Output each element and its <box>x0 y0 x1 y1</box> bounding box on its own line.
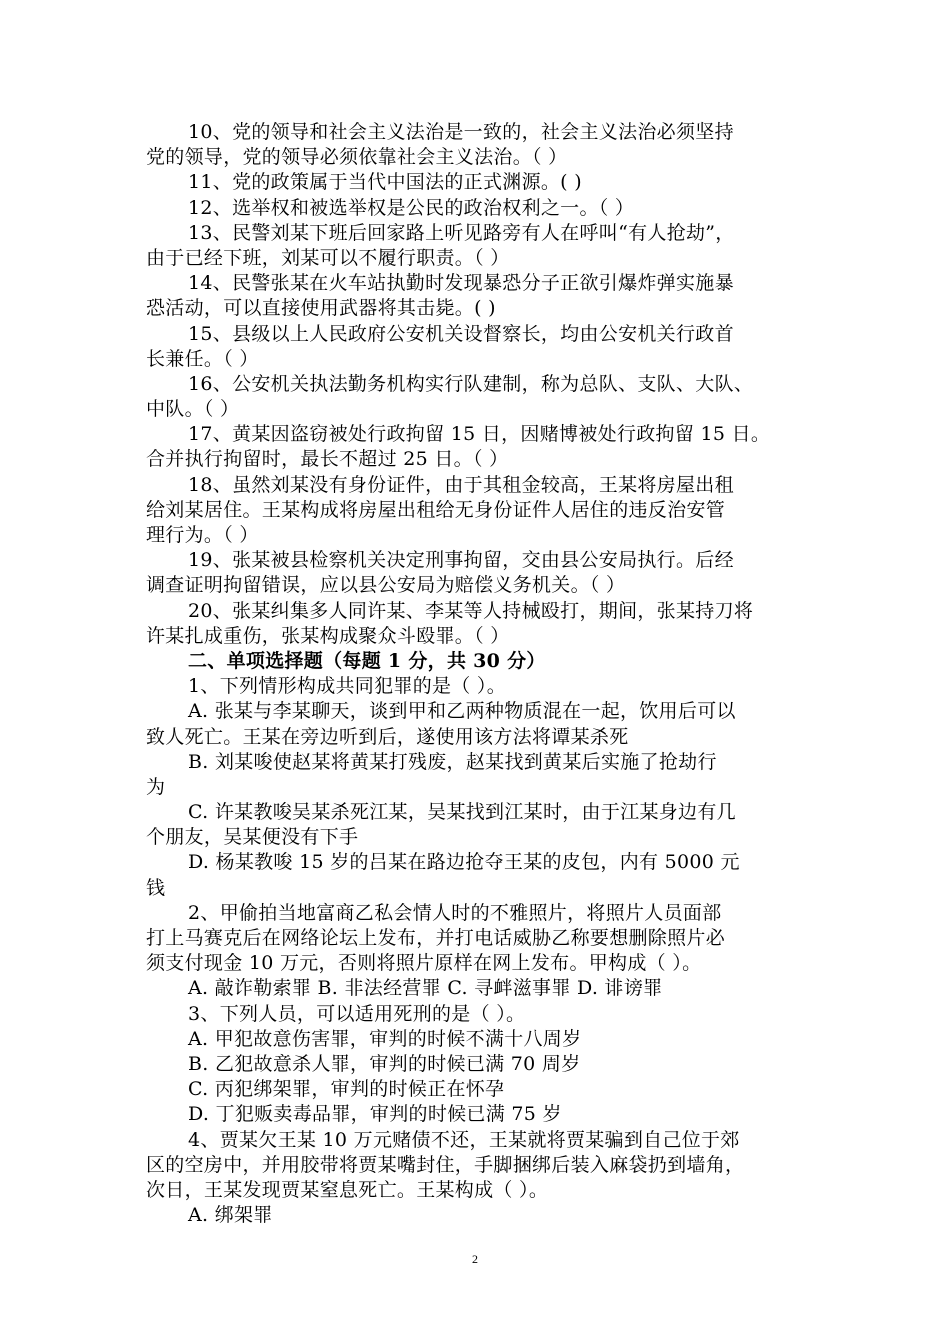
text-line: 理行为。（ ） <box>146 524 259 546</box>
section-heading: 二、单项选择题（每题 1 分，共 30 分） <box>188 649 546 672</box>
text-line: 区的空房中，并用胶带将贾某嘴封住，手脚捆绑后装入麻袋扔到墙角， <box>146 1153 745 1176</box>
text-line: B. 刘某唆使赵某将黄某打残废，赵某找到黄某后实施了抢劫行 <box>188 750 717 773</box>
text-line: D. 丁犯贩卖毒品罪，审判的时候已满 75 岁 <box>188 1103 562 1126</box>
text-line: 2、甲偷拍当地富商乙私会情人时的不雅照片，将照片人员面部 <box>188 901 722 924</box>
text-line: A. 绑架罪 <box>188 1204 273 1227</box>
text-line: D. 杨某教唆 15 岁的吕某在路边抢夺王某的皮包，内有 5000 元 <box>188 851 740 874</box>
text-line: 钱 <box>146 876 166 899</box>
text-line: 12、选举权和被选举权是公民的政治权利之一。（ ） <box>188 196 635 219</box>
text-line: 恐活动，可以直接使用武器将其击毙。( ) <box>146 297 496 320</box>
text-line: 13、民警刘某下班后回家路上听见路旁有人在呼叫“有人抢劫”， <box>188 221 735 244</box>
text-line: 20、张某纠集多人同许某、李某等人持械殴打，期间，张某持刀将 <box>188 599 754 622</box>
text-line: 15、县级以上人民政府公安机关设督察长，均由公安机关行政首 <box>188 322 734 345</box>
text-line: 11、党的政策属于当代中国法的正式渊源。( ) <box>188 171 582 194</box>
text-line: C. 丙犯绑架罪，审判的时候正在怀孕 <box>188 1078 505 1101</box>
text-line: 给刘某居住。王某构成将房屋出租给无身份证件人居住的违反治安管 <box>146 498 726 521</box>
text-line: 须支付现金 10 万元，否则将照片原样在网上发布。甲构成（ ）。 <box>146 952 702 975</box>
text-line: 许某扎成重伤，张某构成聚众斗殴罪。（ ） <box>146 624 510 647</box>
text-line: 18、虽然刘某没有身份证件，由于其租金较高，王某将房屋出租 <box>188 473 734 496</box>
text-line: 长兼任。（ ） <box>146 347 259 370</box>
text-line: A. 张某与李某聊天，谈到甲和乙两种物质混在一起，饮用后可以 <box>188 700 736 723</box>
text-line: 16、公安机关执法勤务机构实行队建制，称为总队、支队、大队、 <box>188 372 754 395</box>
text-line: 由于已经下班，刘某可以不履行职责。（ ） <box>146 246 510 269</box>
document-body <box>146 120 811 1228</box>
text-line: 14、民警张某在火车站执勤时发现暴恐分子正欲引爆炸弹实施暴 <box>188 272 734 295</box>
text-line: 10、党的领导和社会主义法治是一致的，社会主义法治必须坚持 <box>188 121 734 143</box>
text-line: C. 许某教唆吴某杀死江某，吴某找到江某时，由于江某身边有几 <box>188 801 736 824</box>
text-line: 中队。（ ） <box>146 398 240 421</box>
text-line: 17、黄某因盗窃被处行政拘留 15 日，因赌博被处行政拘留 15 日。 <box>188 423 771 446</box>
text-line: B. 乙犯故意杀人罪，审判的时候已满 70 周岁 <box>188 1052 581 1075</box>
text-line: 1、下列情形构成共同犯罪的是（ ）。 <box>188 675 507 698</box>
text-line: 为 <box>146 775 166 798</box>
text-line: 致人死亡。王某在旁边听到后，遂使用该方法将谭某杀死 <box>146 725 629 748</box>
text-line: 4、贾某欠王某 10 万元赌债不还，王某就将贾某骗到自己位于郊 <box>188 1128 740 1151</box>
text-line: 19、张某被县检察机关决定刑事拘留，交由县公安局执行。后经 <box>188 549 734 572</box>
text-line: 3、下列人员，可以适用死刑的是（ ）。 <box>188 1002 526 1025</box>
text-line: 调查证明拘留错误，应以县公安局为赔偿义务机关。（ ） <box>146 574 626 597</box>
text-line: 党的领导，党的领导必须依靠社会主义法治。（ ） <box>146 146 568 169</box>
page-number: 2 <box>472 1252 478 1266</box>
text-line: 次日，王某发现贾某窒息死亡。王某构成（ ）。 <box>146 1178 549 1201</box>
text-line: 合并执行拘留时，最长不超过 25 日。（ ） <box>146 448 509 471</box>
text-line: 打上马赛克后在网络论坛上发布，并打电话威胁乙称要想删除照片必 <box>146 927 726 949</box>
text-line: A. 甲犯故意伤害罪，审判的时候不满十八周岁 <box>188 1027 582 1050</box>
text-line: A. 敲诈勒索罪 B. 非法经营罪 C. 寻衅滋事罪 D. 诽谤罪 <box>188 977 663 1000</box>
text-line: 个朋友，吴某便没有下手 <box>146 826 359 849</box>
